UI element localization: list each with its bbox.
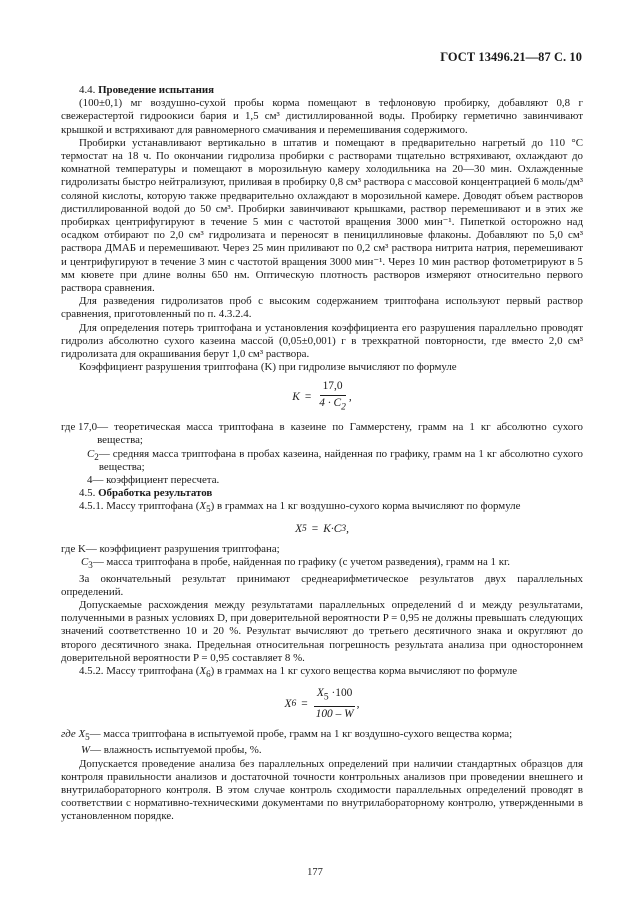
formula-x5: X 5 = K · C 3 , — [295, 522, 349, 535]
fraction: $\frac{X_5 \cdot 100}{100 - W}$ — [315, 687, 354, 720]
formula-k: K = $\frac{17,0}{4 \cdot C_2}$ , — [61, 380, 583, 414]
formula-x6: X 6 = $\frac{X_5 \cdot 100}{100 - W}$ , — [284, 687, 360, 720]
paragraph: (100±0,1) мг воздушно-сухой пробы корма помещают в тефлоновую пробирку, добавляют 0,8 г свежерастертой гидроокиси бария и 1,5 см³ дистиллированной воды. Пробирку герметично завинчивают крышкой и встряхивают для равномерного смачивания и перемешивания содержимого. — [61, 97, 583, 136]
section-heading-4-5: 4.5. Обработка результатов — [79, 487, 213, 500]
where-item: $C_2$ — средняя масса триптофана в пробах казеина, найденная по графику, грамм на 1 кг абсолютно сухого вещества; — [87, 447, 583, 473]
section-title: Обработка результатов — [98, 487, 213, 500]
where-item: где $X_5$ — масса триптофана в испытуемой пробе, грамм на 1 кг воздушно-сухого вещества корма; — [61, 728, 513, 743]
where-item: где K — коэффициент разрушения триптофана; — [61, 542, 280, 555]
where-item: где 17,0 — теоретическая масса триптофана в казеине по Гаммерстену, грамм на 1 кг абсолютно сухого вещества; — [61, 421, 583, 447]
section-title: Проведение испытания — [98, 84, 215, 96]
where-item: W — влажность испытуемой пробы, %. — [81, 744, 262, 757]
paragraph: Допускаемые расхождения между результатами параллельных определений d и между результатами, полученными в разных условиях D, при доверительной вероятности P = 0,95 не должны превышать следующих значений соответственно 10 и 20 %. Результат вычисляют до третьего десятичного знака и округляют до второго десятичного знака. Предельная относительная погрешность результата анализа при одностороннем доверительной вероятности P = 0,95 составляет 8 %. — [61, 598, 583, 664]
paragraph: 4.5.1. Массу триптофана $(X_5)$ в граммах на 1 кг воздушно-сухого корма вычисляют по формуле — [79, 500, 521, 515]
fraction: $\frac{17,0}{4 \cdot C_2}$ — [319, 380, 346, 412]
section-heading-4-4: 4.4. Проведение испытания — [79, 84, 215, 96]
document-body — [61, 84, 583, 824]
where-item: 4 — коэффициент пересчета. — [87, 473, 220, 486]
page-number: 177 — [307, 867, 323, 878]
paragraph: Допускается проведение анализа без параллельных определений при наличии стандартных образцов для контроля правильности анализов и достаточной точности контрольных анализов при проведении внешнего и внутрилабораторного контроля. В этом случае контроль сходимости параллельных определений проводят в соответствии с нормативно-техническими документами по внутрилабораторному контролю, утвержденными в установленном порядке. — [61, 757, 583, 823]
page-header: ГОСТ 13496.21—87 С. 10 — [440, 50, 582, 64]
paragraph: Пробирки устанавливают вертикально в штатив и помещают в предварительно нагретый до 110 °С термостат на 18 ч. По окончании гидролиза пробирки с растворами тщательно встряхивают, охлаждают до комнатной температуры и помещают в морозильную камеру холодильника на 20—30 мин. Охлажденные гидролизаты быстро нейтрализуют, приливая в пробирку 0,8 см³ раствора с массовой концентрацией 6 моль/дм³ соляной кислоты, которую также предварительно охлаждают в морозильной камере. Доводят объем растворов дистиллированной водой до 50 см³. Пробирки завинчивают крышками, раствор перемешивают и в этих же пробирках центрифугируют в течение 5 мин с частотой вращения 3000 мин⁻¹. Пипеткой осторожно над осадком отбирают по 2,0 см³ гидролизата и переносят в пенициллиновые флаконы. Добавляют по 5,0 см³ раствора ДМАБ и перемешивают. Через 25 мин приливают по 0,2 см³ раствора нитрита натрия, перемешивают и центрифугируют в течение 3 мин с частотой вращения 3000 мин⁻¹. Через 10 мин раствор фотометрируют в 5 мм кювете при длине волны 650 нм. Оптическую плотность растворов измеряют относительно первого раствора сравнения. — [61, 136, 583, 295]
paragraph: 4.5.2. Массу триптофана $(X_6)$ в граммах на 1 кг сухого вещества корма вычисляют по формуле — [79, 664, 518, 680]
paragraph: Для определения потерь триптофана и установления коэффициента его разрушения параллельно проводят гидролиз абсолютно сухого казеина массой (0,05±0,001) г в трехкратной повторности, где вместо 2,0 см³ гидролизата для окрашивания берут 1,0 см³ раствора. — [61, 321, 583, 361]
where-item: $C_3$ — масса триптофана в пробе, найденная по графику (с учетом разведения), грамм на 1 кг. — [81, 556, 510, 571]
paragraph: Для разведения гидролизатов проб с высоким содержанием триптофана используют первый раствор сравнения, приготовленный по п. 4.3.2.4. — [61, 295, 583, 321]
paragraph: За окончательный результат принимают среднеарифметическое результатов двух параллельных определений. — [61, 572, 583, 598]
paragraph: Коэффициент разрушения триптофана (K) при гидролизе вычисляют по формуле — [79, 361, 457, 374]
